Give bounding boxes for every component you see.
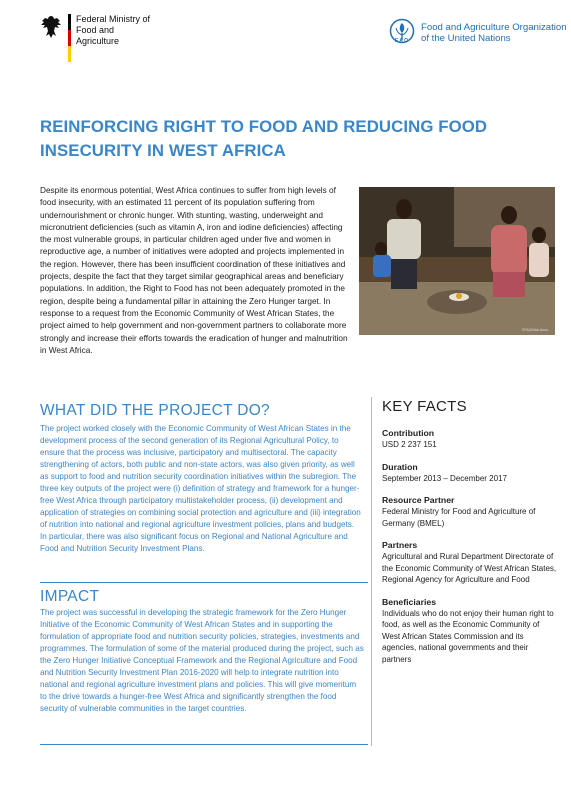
eagle-icon: [40, 14, 62, 40]
fact-beneficiaries: [382, 596, 557, 666]
fact-partners: [382, 539, 557, 586]
bmel-logo: [40, 14, 156, 62]
page-title: REINFORCING RIGHT TO FOOD AND REDUCING FOOD INSECURITY IN WEST AFRICA: [40, 117, 488, 160]
fact-label: Resource Partner: [382, 495, 455, 505]
section-divider: [40, 582, 368, 583]
svg-text:F A O: F A O: [395, 38, 408, 44]
what-paragraph: The project worked closely with the Economic Community of West African States in the development process of the second generation of its Regional Agricultural Policy, to ensure that the process was inclusive, participatory and multisectoral. The capacity strengthening of actors, both public and non-state actors, was also given priority, as well as support to food and nutrition security coordination initiatives within the subregion. The three key outputs of the project were (i) definition of strategy and framework for a hunger-free West Africa through participatory multistakeholder process, (ii) development and application of strategies on combining social protection and agriculture and (iii) integration of nutrition into national and regional agriculture investment policies, plans and budgets.: [40, 424, 361, 529]
fact-value: Agricultural and Rural Department Directorate of the Economic Community of West African States, Regional Agency for Agriculture and Food: [382, 552, 557, 584]
photo-credit: ©FAO/Nick Anon...: [521, 328, 551, 332]
what-section: [40, 423, 365, 555]
fao-emblem-icon: [389, 18, 415, 48]
impact-heading: IMPACT: [40, 588, 100, 605]
fao-logo: [389, 18, 571, 48]
fact-label: Duration: [382, 461, 418, 472]
fao-name: Food and Agriculture Organization of the United Nations: [421, 22, 567, 44]
fact-contribution: [382, 427, 557, 451]
column-separator: [371, 397, 372, 746]
fact-label: Beneficiaries: [382, 596, 437, 607]
key-facts-panel: [382, 398, 557, 675]
german-flag-bar: [68, 14, 71, 62]
intro-paragraph: Despite its enormous potential, West Africa continues to suffer from high levels of food insecurity, with an estimated 11 percent of its population suffering from undernourishment or chronic hunger. With stunting, wasting, underweight and micronutrient deficiencies (such as vitamin A, iron and iodine deficiencies) affecting the most vulnerable groups, in particular children aged under five and women in reproductive age, a number of initiatives were adopted and projects implemented in the region. However, there has been insufficient coordination of these initiatives and projects, despite the fact that they target similar geographical areas and beneficiary populations. In addition, the Right to Food has not been adequately promoted in the region, despite being a fundamental pillar in attaining the Zero Hunger target. In response to a request from the Economic Community of West African States, the project aimed to help government and non-government partners to collaborate more strongly and increase their efforts towards the eradication of hunger and malnutrition in West Africa.: [40, 186, 348, 355]
fact-value: Individuals who do not enjoy their human right to food, as well as the Economic Community of West African States Commission and its agencies, national governments and their partners: [382, 608, 554, 664]
fact-value: September 2013 – December 2017: [382, 473, 507, 483]
fact-duration: [382, 461, 557, 485]
what-paragraph-2: In particular, there was also significant focus on Regional and National Agriculture and Food and Nutrition Security Investment Plans.: [40, 532, 348, 553]
fact-value: USD 2 237 151: [382, 440, 437, 449]
what-heading: WHAT DID THE PROJECT DO?: [40, 402, 270, 419]
impact-paragraph: The project was successful in developing the strategic framework for the Zero Hunger Initiative of the Economic Community of West African States and in supporting the formulation of appropriate food and nutrition security policies, strategies, investments and programmes. The formulation of some of the material produced during the project, such as the Zero Hunger Initiative Conceptual Framework and the Regional Agriculture and Food and Nutrition Security Investment Plan 2016-2020 will help to integrate nutrition into national and regional agriculture investment plans and policies. This will give momentum to the drive towards a hunger-free West Africa and significantly strengthen the food security of vulnerable communities in the target countries.: [40, 608, 364, 713]
key-facts-heading: KEY FACTS: [382, 398, 467, 415]
fact-value: Federal Ministry for Food and Agriculture of Germany (BMEL): [382, 507, 536, 528]
fact-label: Contribution: [382, 428, 435, 438]
bmel-name: Federal Ministry of Food and Agriculture: [76, 14, 151, 46]
fact-resource-partner: [382, 494, 557, 529]
family-photo: [359, 187, 555, 335]
fact-label: Partners: [382, 540, 418, 550]
section-divider-bottom: [40, 744, 368, 745]
